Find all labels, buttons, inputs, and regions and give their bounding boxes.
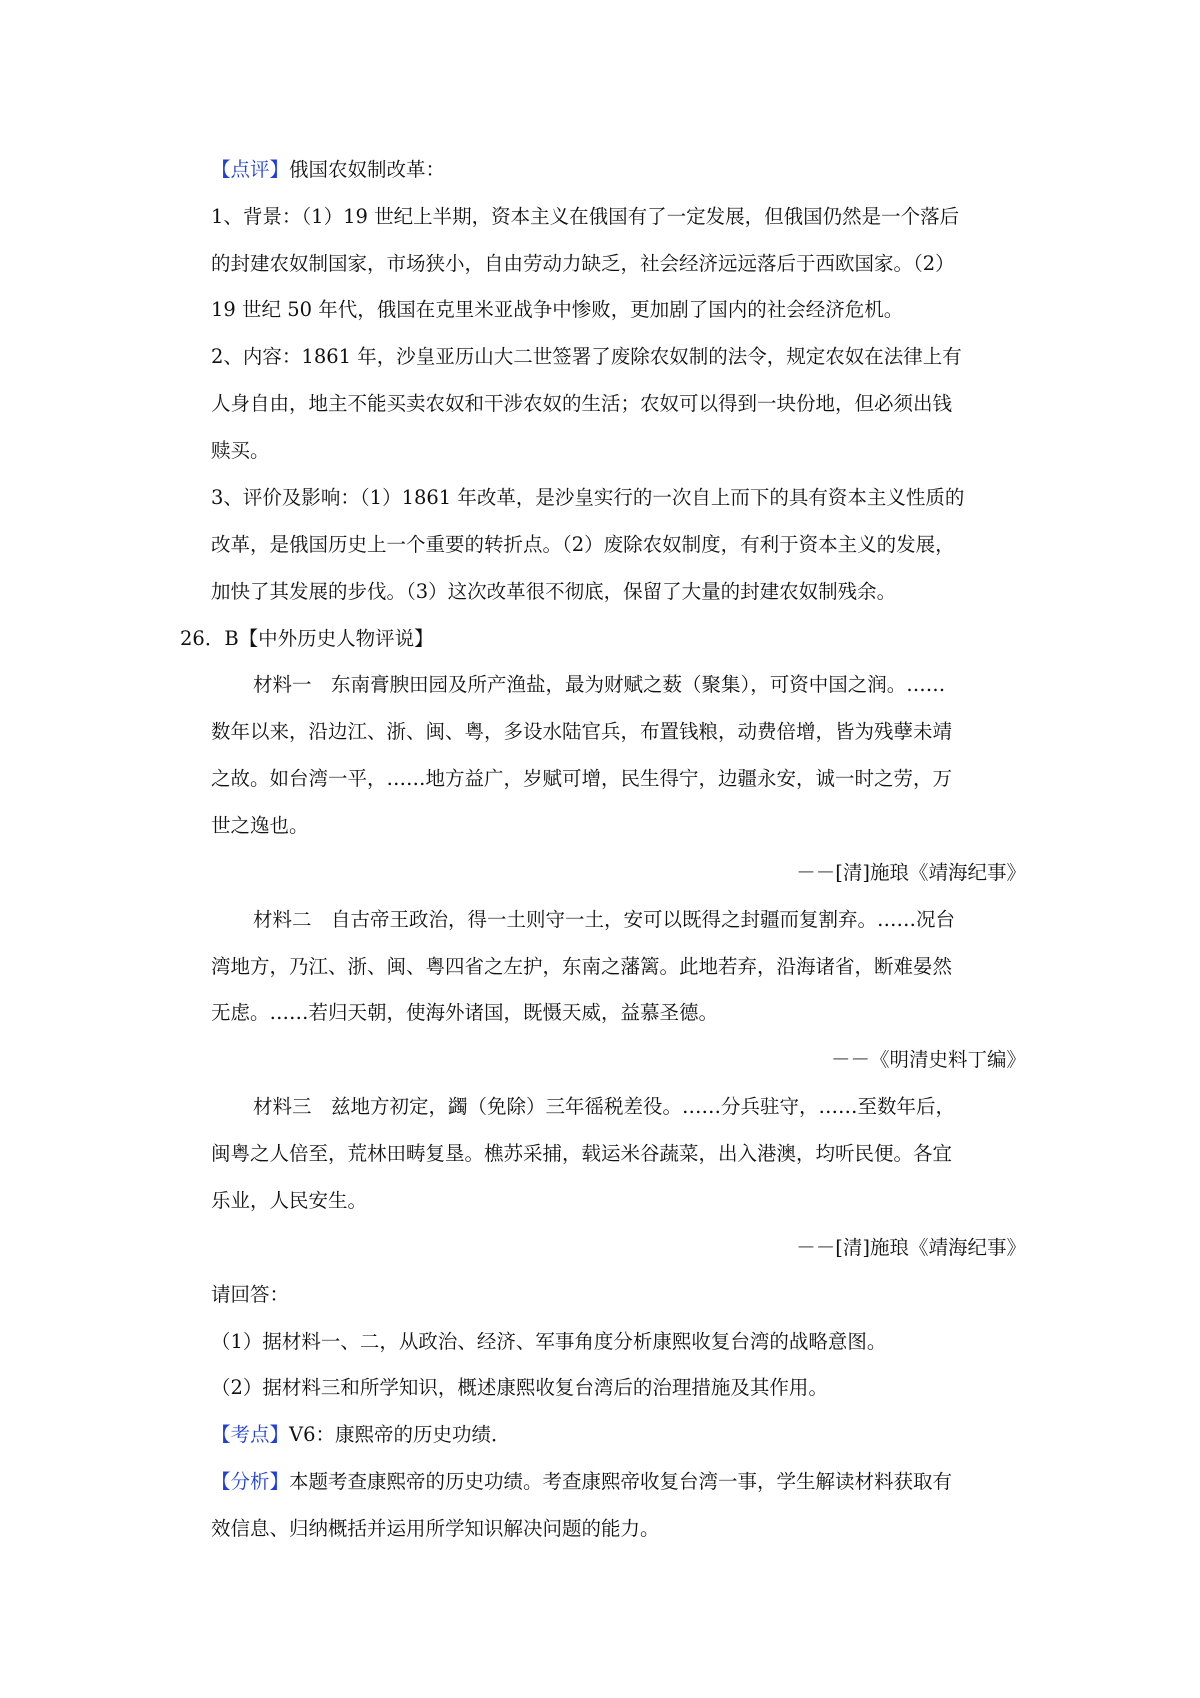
material-one-source: －－[清]施琅《靖海纪事》 [796,861,1026,884]
analysis-first-line [211,1467,1026,1497]
review-line: 人身自由，地主不能买卖农奴和干涉农奴的生活；农奴可以得到一块份地，但必须出钱 [211,392,953,415]
material-two-line: 材料二 自古帝王政治，得一土则守一土，安可以既得之封疆而复割弃。……况台 [253,908,956,931]
material-three-line: 乐业，人民安生。 [211,1189,368,1212]
sub-question-1: （1）据材料一、二，从政治、经济、军事角度分析康熙收复台湾的战略意图。 [211,1330,887,1353]
review-line: 赎买。 [211,439,270,462]
question-number: 26．B【中外历史人物评说】 [180,627,434,650]
material-three-line: 闽粤之人倍至，荒林田畴复垦。樵苏采捕，载运米谷蔬菜，出入港澳，均听民便。各宜 [211,1142,953,1165]
review-label: 【点评】 [211,158,290,181]
review-line: 加快了其发展的步伐。（3）这次改革很不彻底，保留了大量的封建农奴制残余。 [211,580,897,603]
analysis-line: 效信息、归纳概括并运用所学知识解决问题的能力。 [211,1517,660,1540]
review-line: 1、背景：（1）19 世纪上半期，资本主义在俄国有了一定发展，但俄国仍然是一个落后 [211,205,960,228]
material-two-line: 无虑。……若归天朝，使海外诸国，既慑天威，益慕圣德。 [211,1001,719,1024]
material-one-line: 世之逸也。 [211,814,309,837]
exam-point-label: 【考点】 [211,1423,290,1446]
material-one-line: 数年以来，沿边江、浙、闽、粤，多设水陆官兵，布置钱粮，动费倍增，皆为残孽未靖 [211,720,953,743]
review-title: 俄国农奴制改革： [289,158,446,181]
review-line: 3、评价及影响：（1）1861 年改革，是沙皇实行的一次自上而下的具有资本主义性质的 [211,486,965,509]
exam-point [211,1420,1026,1450]
exam-point-text: V6：康熙帝的历史功绩． [289,1423,511,1446]
review-line: 的封建农奴制国家，市场狭小，自由劳动力缺乏，社会经济远远落后于西欧国家。（2） [211,252,955,275]
review-line: 改革，是俄国历史上一个重要的转折点。（2）废除农奴制度，有利于资本主义的发展， [211,533,955,556]
analysis-text: 本题考查康熙帝的历史功绩。考查康熙帝收复台湾一事，学生解读材料获取有 [289,1470,953,1493]
review-heading [211,155,1026,185]
review-line: 2、内容：1861 年，沙皇亚历山大二世签署了废除农奴制的法令，规定农奴在法律上有 [211,345,962,368]
material-two-line: 湾地方，乃江、浙、闽、粤四省之左护，东南之藩篱。此地若弃，沿海诸省，断难晏然 [211,955,953,978]
sub-question-2: （2）据材料三和所学知识，概述康熙收复台湾后的治理措施及其作用。 [211,1376,828,1399]
material-three-source: －－[清]施琅《靖海纪事》 [796,1236,1026,1259]
analysis-label: 【分析】 [211,1470,290,1493]
material-three-line: 材料三 兹地方初定，蠲（免除）三年徭税差役。……分兵驻守，……至数年后， [253,1095,956,1118]
review-line: 19 世纪 50 年代，俄国在克里米亚战争中惨败，更加剧了国内的社会经济危机。 [211,298,904,321]
material-two-source: －－《明清史料丁编》 [830,1048,1026,1071]
material-one-line: 材料一 东南膏腴田园及所产渔盐，最为财赋之薮（聚集），可资中国之润。…… [253,673,946,696]
material-one-line: 之故。如台湾一平，……地方益广，岁赋可增，民生得宁，边疆永安，诚一时之劳，万 [211,767,953,790]
question-prompt: 请回答： [211,1283,290,1306]
